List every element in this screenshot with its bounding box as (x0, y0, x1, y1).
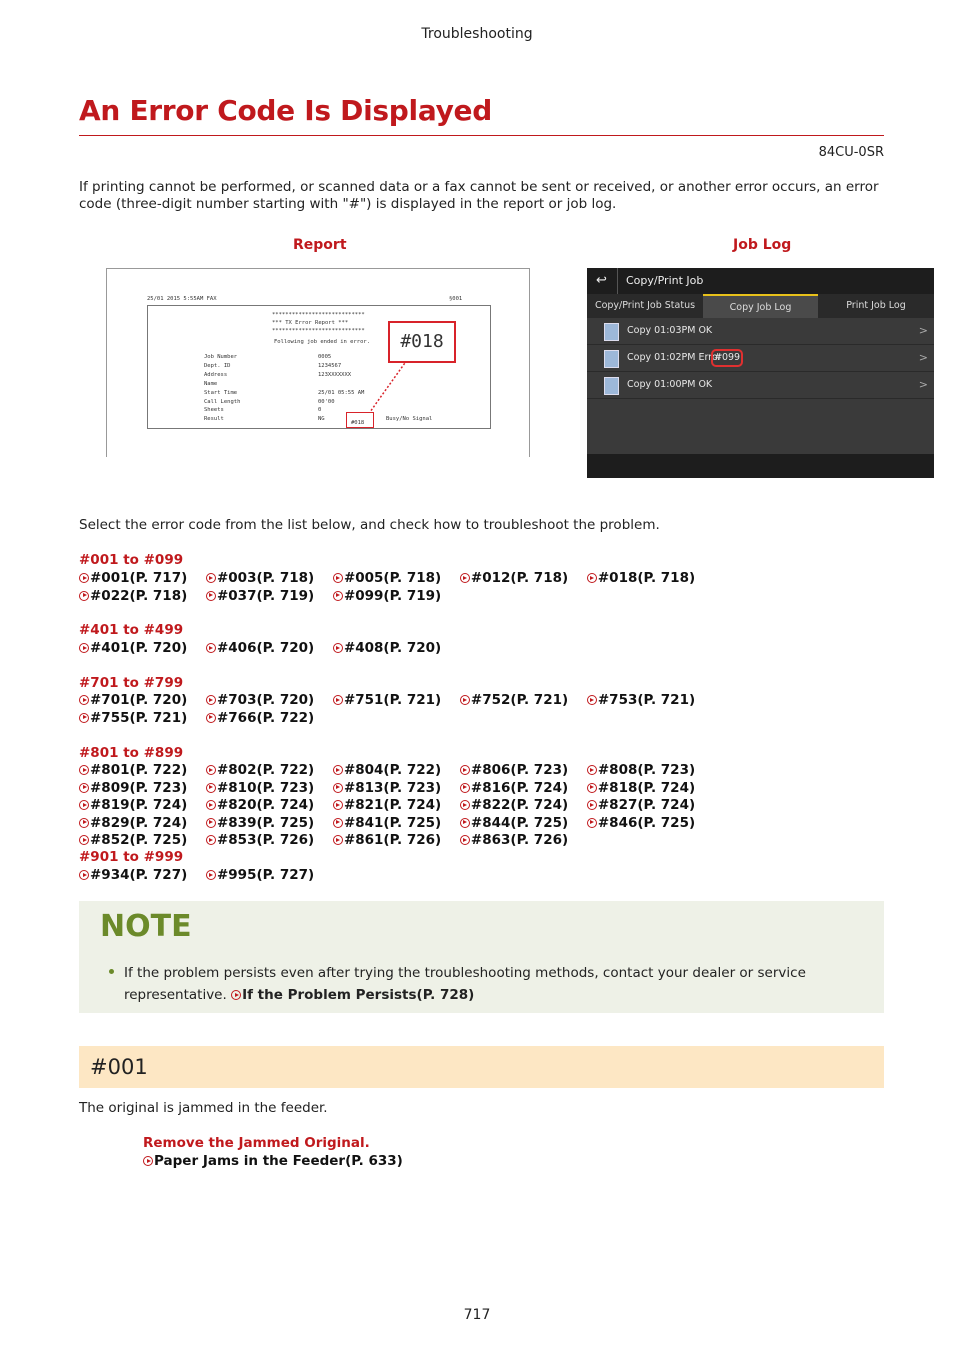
error-code-link-label: #934(P. 727) (90, 867, 188, 883)
error-code-link-label: #766(P. 722) (216, 709, 315, 726)
link-arrow-icon (231, 990, 241, 1000)
job-log-row[interactable] (587, 345, 934, 372)
error-code-link-label: #819(P. 724) (90, 797, 188, 813)
link-arrow-icon (460, 835, 470, 845)
link-arrow-icon (333, 765, 343, 775)
link-arrow-icon (206, 835, 216, 845)
callout-leader-line (107, 269, 529, 457)
job-log-footer (587, 454, 934, 478)
group-links-401-499 (79, 640, 799, 658)
error-code-link-label: #852(P. 725) (90, 832, 188, 848)
report-stars-top: **************************** (272, 312, 365, 318)
link-arrow-icon (333, 643, 343, 653)
error-code-link-label: #801(P. 722) (90, 762, 188, 778)
error-code-link-label: #802(P. 722) (216, 762, 315, 778)
error-code-link-label: #821(P. 724) (343, 797, 442, 813)
error-code-link[interactable] (333, 640, 441, 656)
chevron-right-icon: > (918, 351, 928, 364)
link-arrow-icon (206, 765, 216, 775)
link-arrow-icon (333, 835, 343, 845)
group-title-001-099: #001 to #099 (79, 552, 184, 568)
back-arrow-icon[interactable]: ↩ (596, 273, 607, 288)
error-code-link[interactable] (587, 570, 695, 586)
error-code-link[interactable] (79, 640, 187, 656)
error-code-link-label: #099(P. 719) (343, 587, 442, 604)
group-links-801-899 (79, 762, 799, 850)
link-arrow-icon (587, 818, 597, 828)
tab-print-job-log[interactable]: Print Job Log (846, 300, 906, 311)
link-arrow-icon (206, 800, 216, 810)
job-log-tabs (587, 294, 934, 318)
note-title: NOTE (100, 909, 192, 944)
document-id: 84CU-0SR (818, 145, 884, 160)
error-code-link[interactable] (79, 710, 187, 726)
error-code-link[interactable] (460, 570, 568, 586)
link-arrow-icon (79, 783, 89, 793)
group-title-701-799: #701 to #799 (79, 675, 184, 691)
tab-copy-job-log[interactable]: Copy Job Log (703, 294, 818, 318)
error-code-link[interactable] (460, 780, 568, 796)
group-title-801-899: #801 to #899 (79, 745, 184, 761)
link-arrow-icon (206, 573, 216, 583)
error-code-link-label: #005(P. 718) (343, 570, 442, 586)
error-code-link[interactable] (206, 692, 314, 708)
error-code-link[interactable] (79, 797, 187, 813)
note-body: If the problem persists even after trying the troubleshooting methods, contact your dealer or service representative. (124, 965, 806, 1003)
error-code-link[interactable] (79, 692, 187, 708)
report-row-label: Result (204, 416, 224, 423)
group-links-001-099 (79, 570, 799, 605)
note-text (124, 962, 864, 1006)
error-code-link-label: #853(P. 726) (216, 832, 315, 848)
select-instruction: Select the error code from the list below, and check how to troubleshoot the problem. (79, 517, 660, 533)
link-arrow-icon (587, 765, 597, 775)
error-code-callout: #018 (388, 321, 456, 363)
report-row-label: Call Length (204, 398, 241, 405)
link-arrow-icon (206, 783, 216, 793)
copy-document-icon (604, 350, 619, 368)
link-arrow-icon (587, 695, 597, 705)
error-code-link[interactable] (79, 780, 187, 796)
action-heading: Remove the Jammed Original. (143, 1135, 370, 1151)
link-arrow-icon (79, 835, 89, 845)
link-arrow-icon (333, 695, 343, 705)
error-code-link-label: #863(P. 726) (470, 832, 569, 848)
error-code-link-label: #808(P. 723) (597, 762, 696, 778)
error-code-link[interactable] (206, 867, 314, 883)
page-title: An Error Code Is Displayed (79, 94, 492, 127)
error-code-link-label: #018(P. 718) (597, 570, 696, 586)
error-code-link-label: #827(P. 724) (597, 797, 696, 813)
error-code-link-label: #820(P. 724) (216, 797, 315, 813)
link-arrow-icon (333, 783, 343, 793)
error-code-link[interactable] (460, 832, 568, 848)
tab-copy-print-job-status[interactable]: Copy/Print Job Status (594, 300, 696, 311)
job-log-row-text: Copy 01:02PM Error (627, 352, 722, 363)
link-arrow-icon (79, 818, 89, 828)
link-arrow-icon (206, 591, 216, 601)
error-code-link[interactable] (333, 692, 441, 708)
link-arrow-icon (460, 818, 470, 828)
error-code-link-label: #806(P. 723) (470, 762, 569, 778)
error-code-link[interactable] (79, 588, 187, 604)
error-code-link[interactable] (206, 797, 314, 813)
report-banner: *** TX Error Report *** (272, 320, 349, 326)
error-code-link[interactable] (206, 780, 314, 796)
link-arrow-icon (460, 800, 470, 810)
link-arrow-icon (79, 870, 89, 880)
report-result-code: #018 (351, 420, 365, 426)
report-row-value: 123XXXXXXX (318, 371, 352, 378)
chevron-right-icon: > (918, 324, 928, 337)
link-arrow-icon (79, 643, 89, 653)
report-row-label: Dept. ID (204, 362, 231, 369)
link-arrow-icon (143, 1156, 153, 1166)
error-code-link[interactable] (587, 815, 695, 831)
section-description: The original is jammed in the feeder. (79, 1100, 328, 1116)
running-head: Troubleshooting (421, 26, 533, 42)
action-link-label: Paper Jams in the Feeder(P. 633) (154, 1153, 403, 1169)
error-code-link[interactable] (79, 832, 187, 848)
error-code-link-label: #701(P. 720) (90, 692, 188, 708)
link-arrow-icon (333, 573, 343, 583)
link-arrow-icon (79, 591, 89, 601)
copy-document-icon (604, 323, 619, 341)
action-link[interactable] (143, 1153, 403, 1169)
report-image (106, 268, 530, 457)
report-row-value: NG (318, 416, 325, 423)
report-row-label: Job Number (204, 354, 238, 360)
error-code-link-label: #995(P. 727) (216, 867, 315, 883)
error-code-link-label: #751(P. 721) (343, 692, 442, 708)
group-links-901-999 (79, 867, 799, 885)
error-code-link-label: #012(P. 718) (470, 570, 569, 586)
error-code-highlight (346, 412, 374, 428)
error-code-link[interactable] (333, 780, 441, 796)
report-stars-bottom: **************************** (272, 328, 365, 334)
job-log-caption: Job Log (733, 237, 792, 253)
link-arrow-icon (206, 713, 216, 723)
error-code-link-label: #755(P. 721) (90, 709, 188, 726)
error-code-link[interactable] (333, 815, 441, 831)
report-header-right: §001 (449, 296, 463, 302)
group-title-401-499: #401 to #499 (79, 622, 184, 638)
report-row-value: 0005 (318, 354, 332, 360)
error-code-link-label: #406(P. 720) (216, 640, 315, 656)
job-log-row-text: Copy 01:03PM OK (627, 325, 713, 336)
link-arrow-icon (206, 870, 216, 880)
note-link-label: If the Problem Persists(P. 728) (242, 987, 475, 1003)
error-code-link[interactable] (79, 815, 187, 831)
intro-paragraph: If printing cannot be performed, or scanned data or a fax cannot be sent or received, or another error occurs, an error code (three-digit number starting with "#") is displayed in the report or job log. (79, 179, 879, 212)
error-code-link-label: #401(P. 720) (90, 640, 188, 656)
error-code-link-label: #804(P. 722) (343, 762, 442, 778)
error-code-link[interactable] (460, 815, 568, 831)
error-code-link[interactable] (587, 762, 695, 778)
error-code-link-label: #408(P. 720) (343, 640, 442, 656)
error-code-link-label: #022(P. 718) (90, 587, 188, 604)
report-caption: Report (293, 237, 347, 253)
error-code-link[interactable] (206, 832, 314, 848)
page-number: 717 (463, 1307, 491, 1323)
error-code-link-label: #703(P. 720) (216, 692, 315, 708)
error-code-link-label: #839(P. 725) (216, 814, 315, 831)
report-row-value: 25/01 05:55 AM (318, 389, 365, 396)
error-code-link-label: #841(P. 725) (343, 814, 442, 831)
link-arrow-icon (206, 643, 216, 653)
bullet-icon (109, 965, 117, 973)
link-arrow-icon (460, 573, 470, 583)
error-code-link-label: #844(P. 725) (470, 814, 569, 831)
error-code-link[interactable] (79, 762, 187, 778)
link-arrow-icon (333, 591, 343, 601)
error-code-link[interactable] (333, 570, 441, 586)
error-code-link[interactable] (79, 570, 187, 586)
chevron-right-icon: > (918, 378, 928, 391)
link-arrow-icon (333, 818, 343, 828)
header-separator (617, 268, 618, 294)
job-log-screen (587, 268, 934, 478)
error-code-link[interactable] (79, 867, 187, 883)
title-divider (79, 135, 884, 136)
job-log-header (587, 268, 934, 294)
report-header-left: 25/01 2015 5:55AM FAX (147, 296, 217, 302)
error-code-link-label: #813(P. 723) (343, 779, 442, 796)
error-code-link-label: #753(P. 721) (597, 692, 696, 708)
error-code-link[interactable] (333, 797, 441, 813)
error-code-link[interactable] (587, 692, 695, 708)
copy-document-icon (604, 377, 619, 395)
link-arrow-icon (79, 800, 89, 810)
error-code-link-label: #752(P. 721) (470, 692, 569, 708)
error-code-link[interactable] (460, 692, 568, 708)
error-code-link-label: #037(P. 719) (216, 587, 315, 604)
error-code-link[interactable] (460, 797, 568, 813)
error-code-link[interactable] (460, 762, 568, 778)
error-code-link[interactable] (206, 640, 314, 656)
link-arrow-icon (333, 800, 343, 810)
note-box (79, 901, 884, 1013)
link-arrow-icon (587, 783, 597, 793)
link-arrow-icon (79, 573, 89, 583)
highlighted-error-code: #099 (711, 349, 743, 367)
error-code-link[interactable] (206, 815, 314, 831)
report-row-value: 0 (318, 407, 322, 414)
error-code-link[interactable] (587, 797, 695, 813)
report-subtitle: Following job ended in error. (274, 339, 371, 345)
link-arrow-icon (79, 713, 89, 723)
link-arrow-icon (206, 695, 216, 705)
link-arrow-icon (206, 818, 216, 828)
link-arrow-icon (79, 765, 89, 775)
group-title-901-999: #901 to #999 (79, 849, 184, 865)
error-code-link-label: #810(P. 723) (216, 779, 315, 796)
error-code-link[interactable] (333, 832, 441, 848)
report-row-label: Sheets (204, 407, 224, 414)
error-code-link[interactable] (206, 762, 314, 778)
error-code-link[interactable] (206, 570, 314, 586)
report-row-extra: Busy/No Signal (386, 416, 433, 423)
group-links-701-799 (79, 692, 799, 727)
job-log-row-text: Copy 01:00PM OK (627, 379, 713, 390)
error-code-link-label: #846(P. 725) (597, 814, 696, 831)
job-log-title: Copy/Print Job (626, 274, 704, 287)
note-link[interactable] (231, 987, 474, 1003)
section-title: #001 (90, 1055, 148, 1079)
error-code-link-label: #818(P. 724) (597, 779, 696, 796)
link-arrow-icon (460, 765, 470, 775)
link-arrow-icon (79, 695, 89, 705)
error-code-link[interactable] (206, 588, 314, 604)
report-row-label: Address (204, 371, 228, 378)
link-arrow-icon (587, 573, 597, 583)
error-code-link-label: #822(P. 724) (470, 797, 569, 813)
link-arrow-icon (587, 800, 597, 810)
error-code-link-label: #829(P. 724) (90, 814, 188, 831)
link-arrow-icon (460, 695, 470, 705)
error-code-link-label: #809(P. 723) (90, 779, 188, 796)
job-log-row[interactable] (587, 372, 934, 399)
error-code-link[interactable] (206, 710, 314, 726)
report-row-label: Name (204, 380, 218, 387)
error-code-link-label: #816(P. 724) (470, 779, 569, 796)
error-code-link-label: #861(P. 726) (343, 832, 442, 848)
link-arrow-icon (460, 783, 470, 793)
error-code-link-label: #003(P. 718) (216, 570, 315, 586)
report-row-value: 00'00 (318, 398, 335, 405)
error-code-link[interactable] (587, 780, 695, 796)
job-log-row[interactable] (587, 318, 934, 345)
error-code-link[interactable] (333, 762, 441, 778)
report-row-value: 1234567 (318, 362, 342, 369)
error-code-link-label: #001(P. 717) (90, 570, 188, 586)
error-code-link[interactable] (333, 588, 441, 604)
report-row-label: Start Time (204, 389, 238, 396)
section-header-bar (79, 1046, 884, 1088)
